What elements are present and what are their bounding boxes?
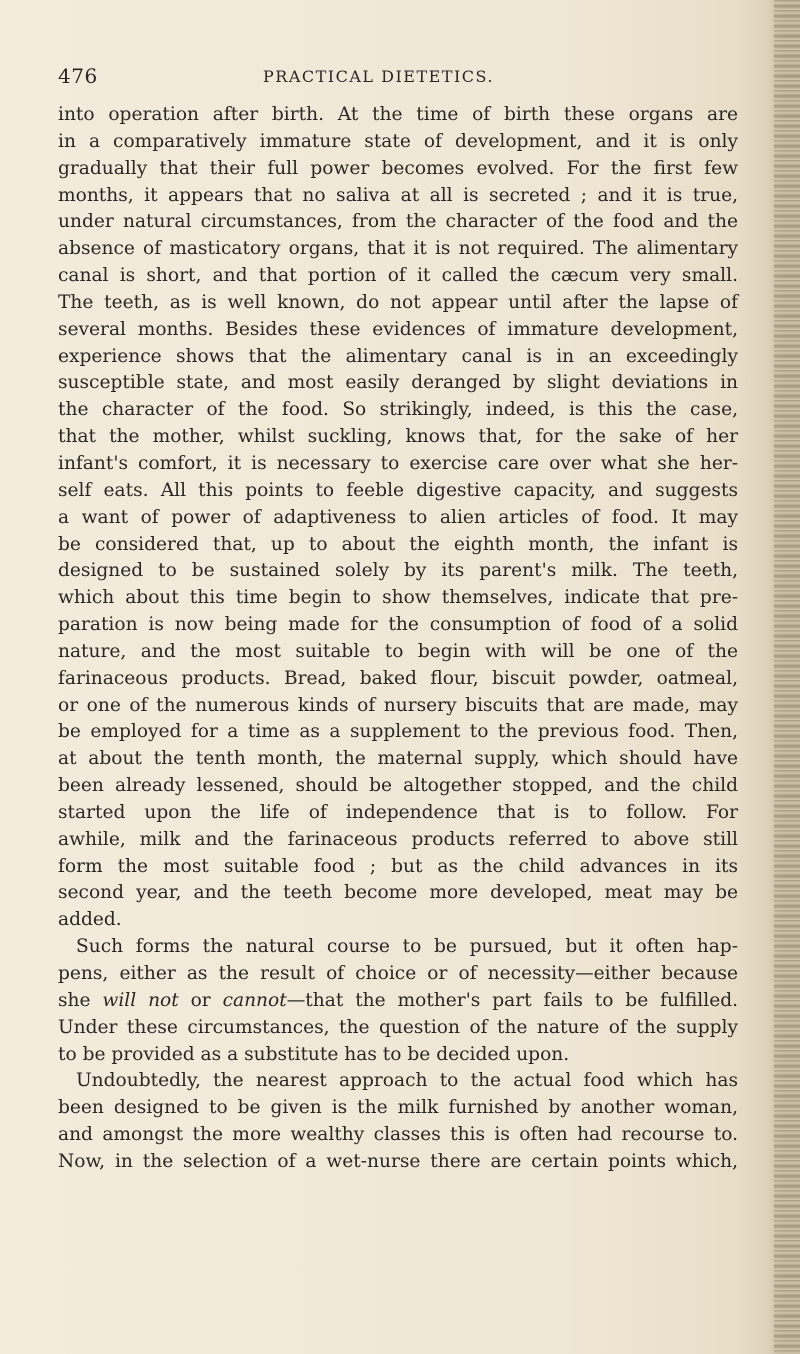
line-suffix: —that the mother's part fails to be fulfilled. xyxy=(286,989,739,1011)
text-line: designed to be sustained solely by its parent's milk. The teeth, xyxy=(58,560,738,582)
text-line: paration is now being made for the consumption of food of a solid xyxy=(58,614,738,636)
text-line: susceptible state, and most easily deranged by slight deviations in xyxy=(58,372,738,394)
text-line: under natural circumstances, from the character of the food and the xyxy=(58,211,738,233)
text-line: farinaceous products. Bread, baked flour, biscuit powder, oatmeal, xyxy=(58,667,738,689)
text-line: infant's comfort, it is necessary to exercise care over what she her- xyxy=(58,452,738,474)
italic-will-not: will not xyxy=(102,989,179,1011)
text-line: that the mother, whilst suckling, knows that, for the sake of her xyxy=(58,426,738,448)
text-line: at about the tenth month, the maternal supply, which should have xyxy=(58,748,738,770)
text-line: The teeth, as is well known, do not appear until after the lapse of xyxy=(58,291,738,313)
text-line: in a comparatively immature state of development, and it is only xyxy=(58,130,738,152)
text-line: be considered that, up to about the eighth month, the infant is xyxy=(58,533,738,555)
text-line: added. xyxy=(58,909,122,931)
text-line: months, it appears that no saliva at all is secreted ; and it is true, xyxy=(58,184,738,206)
text-line: nature, and the most suitable to begin with will be one of the xyxy=(58,640,738,662)
text-line: which about this time begin to show themselves, indicate that pre- xyxy=(58,587,738,609)
text-line: second year, and the teeth become more developed, meat may be xyxy=(58,882,738,904)
line-prefix: she xyxy=(58,989,103,1011)
text-line: the character of the food. So strikingly, indeed, is this the case, xyxy=(58,399,738,421)
paragraph-2-line-5: to be provided as a substitute has to be decided upon. xyxy=(58,1043,570,1065)
paragraph-3-line-2: been designed to be given is the milk furnished by another woman, xyxy=(58,1097,738,1119)
italic-cannot: cannot xyxy=(222,989,287,1011)
text-line: self eats. All this points to feeble digestive capacity, and suggests xyxy=(58,479,738,501)
paragraph-2-line-1: Such forms the natural course to be pursued, but it often hap- xyxy=(76,936,738,958)
paragraph-3-line-3: and amongst the more wealthy classes this is often had recourse to. xyxy=(58,1124,738,1146)
paragraph-2-line-3 xyxy=(58,988,738,1015)
text-line: several months. Besides these evidences of immature development, xyxy=(58,318,738,340)
paragraph-2-line-2: pens, either as the result of choice or of necessity—either because xyxy=(58,963,738,984)
text-line: gradually that their full power becomes evolved. For the first few xyxy=(58,157,738,179)
text-line: absence of masticatory organs, that it is not required. The alimentary xyxy=(58,238,738,260)
page-edge xyxy=(774,0,800,1354)
text-line: into operation after birth. At the time of birth these organs are xyxy=(58,104,738,125)
text-line: experience shows that the alimentary canal is in an exceedingly xyxy=(58,345,738,367)
page-number: 476 xyxy=(58,64,98,88)
text-line: form the most suitable food ; but as the child advances in its xyxy=(58,855,738,877)
text-line: started upon the life of independence that is to follow. For xyxy=(58,801,738,823)
line-connector: or xyxy=(178,989,223,1011)
text-line: canal is short, and that portion of it called the cæcum very small. xyxy=(58,265,738,287)
paragraph-3-line-1: Undoubtedly, the nearest approach to the actual food which has xyxy=(76,1070,738,1092)
paragraph-2-line-4: Under these circumstances, the question of the nature of the supply xyxy=(58,1016,738,1038)
running-head: PRACTICAL DIETETICS. xyxy=(263,67,494,86)
text-line: be employed for a time as a supplement to the previous food. Then, xyxy=(58,721,738,743)
paragraph-3-line-4: Now, in the selection of a wet-nurse there are certain points which, xyxy=(58,1150,738,1172)
text-line: a want of power of adaptiveness to alien articles of food. It may xyxy=(58,506,738,528)
text-line: or one of the numerous kinds of nursery biscuits that are made, may xyxy=(58,694,738,716)
body-text xyxy=(58,102,738,1176)
page-header xyxy=(58,64,738,94)
text-line: been already lessened, should be altogether stopped, and the child xyxy=(58,775,738,797)
text-line: awhile, milk and the farinaceous products referred to above still xyxy=(58,828,738,850)
